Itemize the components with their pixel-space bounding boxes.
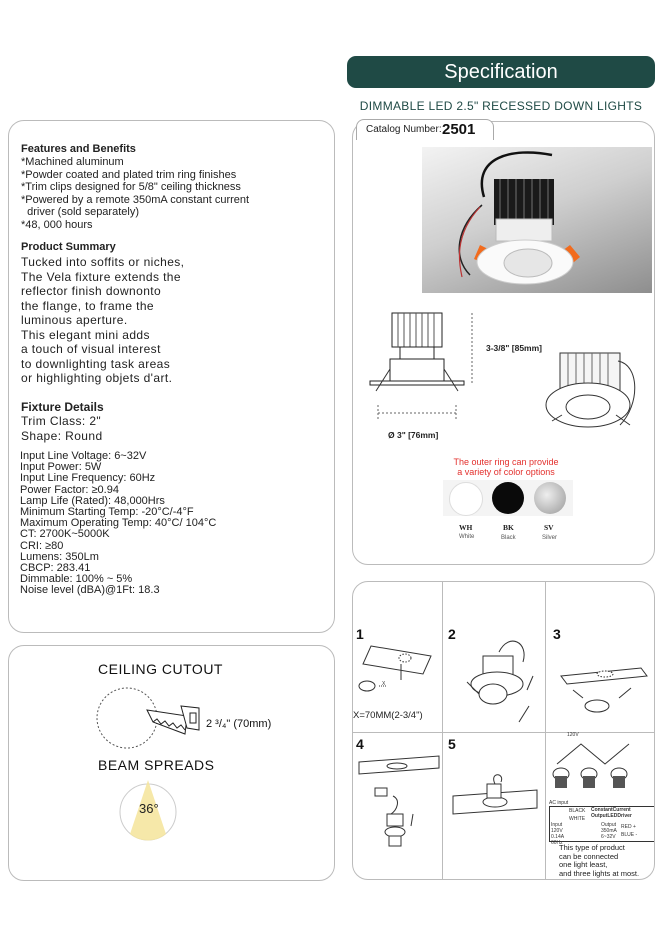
dimension-drawing	[360, 305, 650, 445]
spec-line: Dimmable: 100% ~ 5%	[20, 573, 133, 586]
swatch-name: Silver	[542, 535, 558, 541]
wire-white-label: WHITE	[569, 816, 586, 822]
step1-x-mark: X	[382, 681, 386, 687]
swatch-black	[492, 482, 524, 514]
spec-line: Noise level (dBA)@1Ft: 18.3	[20, 584, 160, 597]
features-list	[21, 156, 249, 231]
summary-line: Tucked into soffits or niches,	[21, 255, 185, 269]
cutout-saw-icon	[95, 686, 205, 752]
height-dimension: 3-3/8" [85mm]	[486, 343, 542, 353]
swatch-code: SV	[544, 523, 554, 532]
ring-note-line2: a variety of color options	[457, 467, 555, 477]
summary-heading: Product Summary	[21, 241, 116, 253]
swatch-code: BK	[503, 523, 514, 532]
features-heading: Features and Benefits	[21, 143, 136, 155]
summary-line: to downlighting task areas	[21, 356, 171, 371]
color-swatches	[443, 480, 573, 516]
swatch-code: WH	[459, 523, 473, 532]
ring-color-note	[446, 457, 566, 477]
step4-drawing	[357, 752, 441, 852]
fixture-heading: Fixture Details	[21, 400, 104, 414]
swatch-name: Black	[501, 535, 516, 541]
wire-red-label: RED +	[621, 824, 636, 830]
product-subtitle: DIMMABLE LED 2.5" RECESSED DOWN LIGHTS	[359, 99, 643, 113]
wiring-voltage: 120V	[567, 732, 579, 738]
step3-drawing	[553, 662, 653, 722]
product-photo	[422, 147, 652, 293]
wire-blue-label: BLUE -	[621, 832, 638, 838]
specification-banner: Specification	[347, 56, 655, 88]
swatch-name: White	[459, 534, 475, 540]
fixture-line: Shape: Round	[21, 428, 103, 443]
feature-item: driver (sold separately)	[21, 206, 139, 218]
summary-text	[21, 255, 184, 386]
catalog-number: 2501	[442, 121, 476, 138]
connection-note: This type of product can be connected one light least, and three lights at most.	[559, 843, 640, 878]
spec-line: CRI: ≥80	[20, 539, 64, 552]
spec-line: Minimum Starting Temp: -20°C/-4°F	[20, 506, 194, 519]
wire-black-label: BLACK	[569, 808, 586, 814]
summary-line: The Vela fixture extends the	[21, 269, 181, 284]
step2-drawing	[449, 632, 543, 728]
spec-line: Power Factor: ≥0.94	[20, 483, 119, 496]
catalog-label: Catalog Number:	[366, 124, 442, 135]
wiring-diagram	[547, 734, 655, 796]
feature-item: *Powder coated and plated trim ring finishes	[21, 168, 237, 181]
beam-angle: 36°	[139, 801, 159, 816]
ceiling-cutout-title: CEILING CUTOUT	[98, 661, 223, 677]
driver-input-spec: Input 120V 0.14A 60Hz	[551, 822, 565, 846]
summary-line: a touch of visual interest	[21, 342, 161, 356]
spec-line: CBCP: 283.41	[20, 562, 91, 575]
installation-steps-panel	[352, 581, 655, 880]
electrical-specs	[20, 451, 216, 597]
step1-drawing	[357, 640, 441, 700]
beam-spreads-title: BEAM SPREADS	[98, 757, 215, 773]
step1-cutout-label: X=70MM(2-3/4")	[353, 710, 423, 721]
step5-drawing	[449, 772, 543, 832]
step-number: 1	[356, 626, 364, 642]
feature-item: *Machined aluminum	[21, 156, 124, 168]
feature-item: *Trim clips designed for 5/8" ceiling thickness	[21, 181, 241, 193]
summary-line: luminous aperture.	[21, 313, 128, 327]
swatch-labels	[443, 520, 573, 544]
step-number: 4	[356, 736, 364, 752]
spec-line: Lumens: 350Lm	[20, 550, 99, 563]
spec-line: Maximum Operating Temp: 40°C/ 104°C	[20, 517, 217, 530]
summary-line: This elegant mini adds	[21, 327, 150, 342]
spec-line: Input Line Voltage: 6~32V	[20, 450, 147, 462]
step-number: 3	[553, 626, 561, 642]
spec-line: Input Line Frequency: 60Hz	[20, 472, 156, 485]
step-number: 2	[448, 626, 456, 642]
spec-line: Lamp Life (Rated): 48,000Hrs	[20, 494, 165, 507]
wiring-ac-input: AC input	[549, 800, 569, 806]
driver-label: ConstantCurrent OutputLEDDriver	[591, 807, 632, 819]
downlight-photo-image	[422, 147, 652, 293]
feature-item: *Powered by a remote 350mA constant current	[21, 193, 250, 206]
ring-note-line1: The outer ring can provide	[453, 457, 559, 467]
cutout-dimension: 2 ³/₄" (70mm)	[206, 718, 272, 730]
swatch-white	[449, 482, 483, 516]
swatch-silver	[534, 482, 566, 514]
feature-item: *48, 000 hours	[21, 218, 93, 231]
diameter-dimension: Ø 3" [76mm]	[388, 430, 439, 440]
fixture-details	[21, 414, 103, 443]
step-number: 5	[448, 736, 456, 752]
summary-line: reflector finish downonto	[21, 284, 162, 298]
summary-line: the flange, to frame the	[21, 298, 155, 313]
fixture-line: Trim Class: 2"	[21, 414, 102, 428]
spec-line: Input Power: 5W	[20, 461, 102, 474]
driver-output-spec: Output 350mA 6~32V	[601, 822, 617, 840]
summary-line: or highlighting objets d'art.	[21, 371, 173, 385]
spec-line: CT: 2700K~5000K	[20, 528, 110, 541]
